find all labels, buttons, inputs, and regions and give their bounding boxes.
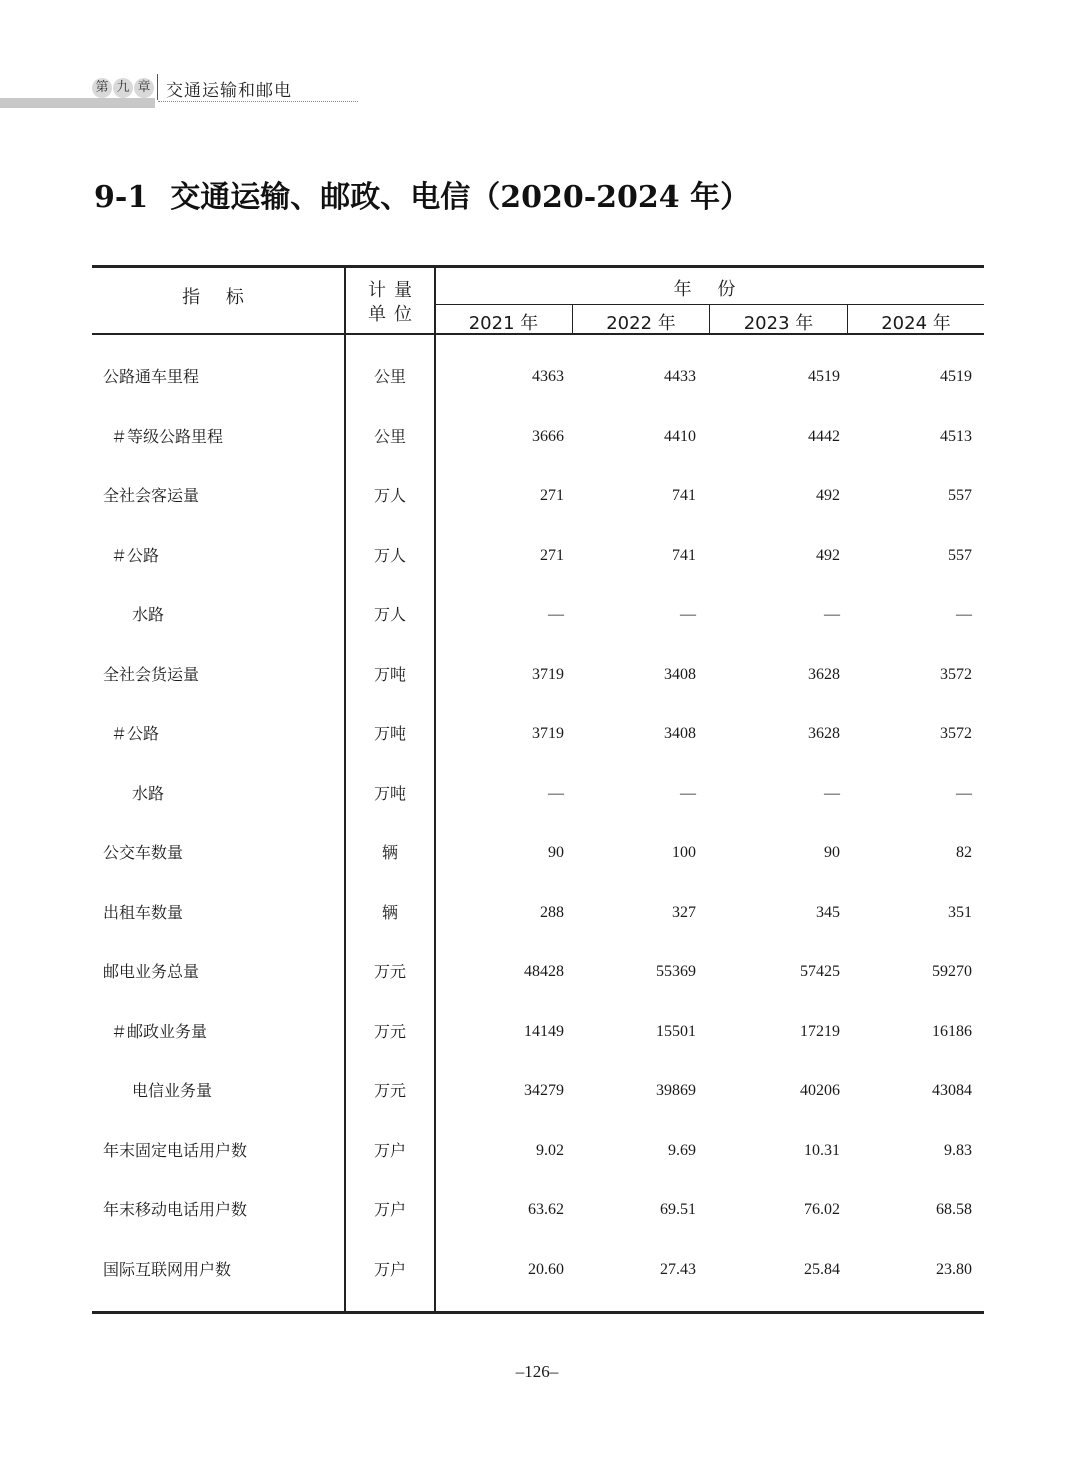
chapter-tag [92,76,154,100]
table-title: 交通运输、邮政、电信（2020-2024 年） [170,180,751,215]
row-unit: 辆 [381,903,398,922]
table-row [92,898,984,928]
row-unit: 万人 [373,486,406,505]
table-row [92,1255,984,1285]
row-value: 10.31 [804,1142,840,1159]
table-row [92,838,984,868]
row-value: 90 [824,844,840,861]
row-value: 17219 [800,1023,840,1040]
row-indicator: 水路 [132,605,165,624]
table-row [92,1017,984,1047]
table-row [92,1195,984,1225]
chapter-char: 章 [134,78,154,98]
row-value: 9.69 [668,1142,696,1159]
row-value: — [956,785,972,802]
row-indicator: 水路 [132,784,165,803]
row-value: 3572 [940,725,972,742]
row-value: 3572 [940,666,972,683]
row-indicator: 公交车数量 [103,843,184,862]
row-value: 351 [948,904,972,921]
row-value: 741 [672,487,696,504]
row-unit: 万元 [373,962,406,981]
row-unit: 万元 [373,1022,406,1041]
row-indicator: 年末移动电话用户数 [103,1200,248,1219]
header-unit-line1: 计量 [368,280,420,301]
row-value: 4433 [664,368,696,385]
row-value: 14149 [524,1023,564,1040]
row-unit: 万吨 [373,784,406,803]
row-value: 492 [816,487,840,504]
row-value: 76.02 [804,1201,840,1218]
row-indicator: 邮电业务总量 [103,962,200,981]
row-value: 20.60 [528,1261,564,1278]
table-number: 9-1 [94,180,149,215]
row-value: — [548,606,564,623]
row-value: 48428 [524,963,564,980]
header-unit-line2: 单位 [368,304,420,325]
row-value: 15501 [656,1023,696,1040]
row-value: — [824,785,840,802]
row-value: 3408 [664,725,696,742]
row-unit: 万户 [373,1141,406,1160]
row-unit: 公里 [373,427,406,446]
row-value: 4519 [808,368,840,385]
row-unit: 万元 [373,1081,406,1100]
header-year: 2022 年 [606,313,676,334]
row-unit: 万吨 [373,665,406,684]
row-value: 34279 [524,1082,564,1099]
running-header [0,72,360,112]
row-value: 90 [548,844,564,861]
row-unit: 辆 [381,843,398,862]
row-value: 271 [540,547,564,564]
row-indicator: 全社会客运量 [103,486,200,505]
row-value: 63.62 [528,1201,564,1218]
header-year: 2021 年 [468,313,539,334]
row-indicator: ＃公路 [111,724,160,743]
chapter-title: 交通运输和邮电 [166,81,292,101]
table-row [92,719,984,749]
row-indicator: ＃等级公路里程 [111,427,224,446]
table-top-rule [92,265,984,268]
header-indicator: 指 标 [182,287,254,308]
row-indicator: 全社会货运量 [103,665,200,684]
page-number: –126– [515,1362,559,1381]
row-value: 4442 [808,428,840,445]
statistics-table [92,265,984,1315]
table-row [92,541,984,571]
header-year: 2024 年 [881,313,951,334]
row-value: 43084 [932,1082,972,1099]
row-value: 69.51 [660,1201,696,1218]
row-indicator: 公路通车里程 [103,367,200,386]
row-value: 39869 [656,1082,696,1099]
row-value: — [548,785,564,802]
row-value: — [824,606,840,623]
table-row [92,481,984,511]
row-value: 557 [948,547,972,564]
row-value: 3719 [532,725,564,742]
chapter-char: 九 [113,78,133,98]
header-years: 年 份 [673,279,746,300]
row-value: 40206 [800,1082,840,1099]
row-value: 100 [672,844,696,861]
row-value: 3628 [808,725,840,742]
row-value: 3408 [664,666,696,683]
row-value: — [680,606,696,623]
row-value: 16186 [932,1023,972,1040]
row-value: 57425 [800,963,840,980]
table-row [92,1076,984,1106]
row-value: 3666 [532,428,564,445]
row-value: 68.58 [936,1201,972,1218]
row-value: 4410 [664,428,696,445]
row-value: 271 [540,487,564,504]
table-row [92,779,984,809]
row-value: 4513 [940,428,972,445]
table-bottom-rule [92,1311,984,1314]
row-value: 4363 [532,368,564,385]
row-value: 327 [672,904,696,921]
row-unit: 万吨 [373,724,406,743]
page-title [94,172,750,216]
row-indicator: 年末固定电话用户数 [103,1141,248,1160]
header-year: 2023 年 [743,313,814,334]
row-value: 59270 [932,963,972,980]
row-value: — [680,785,696,802]
row-unit: 万户 [373,1260,406,1279]
header-unit [346,279,434,327]
table-row [92,957,984,987]
table-row [92,600,984,630]
row-value: 345 [816,904,840,921]
row-value: 3628 [808,666,840,683]
row-value: 4519 [940,368,972,385]
table-row [92,362,984,392]
row-indicator: ＃公路 [111,546,160,565]
row-unit: 万人 [373,546,406,565]
row-value: 82 [956,844,972,861]
row-value: 25.84 [804,1261,840,1278]
row-unit: 万人 [373,605,406,624]
row-value: 741 [672,547,696,564]
row-value: 9.83 [944,1142,972,1159]
row-indicator: 出租车数量 [103,903,184,922]
chapter-char: 第 [92,78,112,98]
chapter-separator [157,74,158,100]
row-value: 27.43 [660,1261,696,1278]
row-value: 55369 [656,963,696,980]
row-indicator: 电信业务量 [132,1081,213,1100]
table-row [92,660,984,690]
table-row [92,422,984,452]
row-indicator: ＃邮政业务量 [111,1022,208,1041]
header-dotted-rule [158,101,358,102]
row-value: 3719 [532,666,564,683]
row-value: 23.80 [936,1261,972,1278]
row-unit: 万户 [373,1200,406,1219]
row-value: — [956,606,972,623]
row-unit: 公里 [373,367,406,386]
row-value: 492 [816,547,840,564]
row-indicator: 国际互联网用户数 [103,1260,232,1279]
row-value: 557 [948,487,972,504]
row-value: 9.02 [536,1142,564,1159]
row-value: 288 [540,904,564,921]
table-row [92,1136,984,1166]
